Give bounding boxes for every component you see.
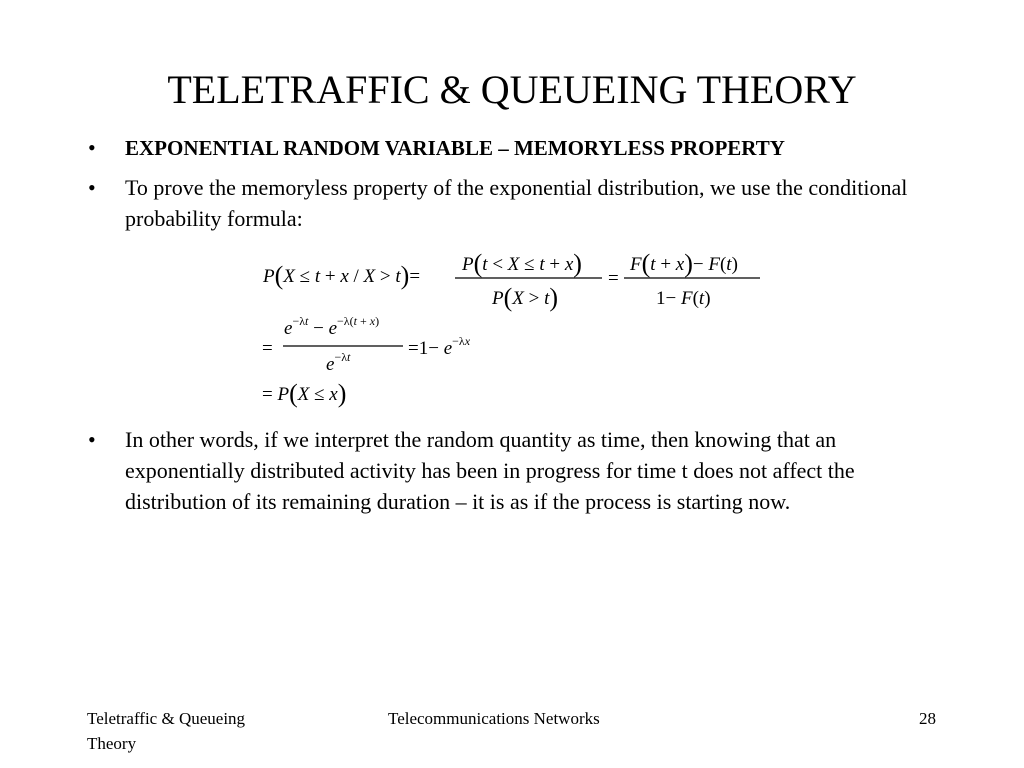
line1-frac1-den: P(X > t) xyxy=(492,283,559,312)
footer-left-text: Teletraffic & Queueing Theory xyxy=(87,709,246,753)
line1-lhs: P(X ≤ t + x / X > t)= xyxy=(263,261,421,290)
line1-frac2-den: 1− F(t) xyxy=(656,288,711,309)
bullet-marker: • xyxy=(88,175,96,200)
line1-frac2-num: F(t + x)− F(t) xyxy=(630,249,738,278)
bullet-explanation xyxy=(84,424,944,517)
bullet-list-lower xyxy=(84,424,944,517)
slide-title: TELETRAFFIC & QUEUEING THEORY xyxy=(167,67,857,112)
line1-frac1-num: P(t < X ≤ t + x) xyxy=(462,249,582,278)
bullet-marker: • xyxy=(88,135,96,160)
bullet-text: EXPONENTIAL RANDOM VARIABLE – MEMORYLESS PROPERTY xyxy=(125,136,785,160)
line2-frac-den: $e^{-\lambda}t$ xyxy=(326,350,351,375)
bullet-text: To prove the memoryless property of the exponential distribution, we use the conditional probability formula: xyxy=(125,175,908,231)
footer-center-text: Telecommunications Networks xyxy=(388,709,600,728)
equation-svg xyxy=(250,243,810,418)
line1-eq2: = xyxy=(608,268,619,289)
bullet-heading xyxy=(84,132,944,164)
equation-line-2 xyxy=(262,314,471,375)
bullet-text: In other words, if we interpret the random quantity as time, then knowing that an exponentially distributed activity has been in progress for time t does not affect the distribution of its remaining duration – it is as if the process is starting now. xyxy=(125,427,855,514)
equation-line-1 xyxy=(262,249,760,312)
line2-rhs: $=1- e^{-\lambda}x$ xyxy=(408,334,471,359)
bullet-intro xyxy=(84,172,944,234)
line2-eq: = xyxy=(262,338,273,359)
equation-line-3 xyxy=(262,379,346,408)
line3: = P(X ≤ x) xyxy=(262,379,347,408)
bullet-list xyxy=(84,132,944,234)
memoryless-derivation xyxy=(250,243,810,418)
line2-frac-num: $e^{-\lambda}t - e^{-\lambda(}t + x$) xyxy=(284,314,380,339)
page-number: 28 xyxy=(919,709,936,728)
bullet-marker: • xyxy=(88,427,96,452)
